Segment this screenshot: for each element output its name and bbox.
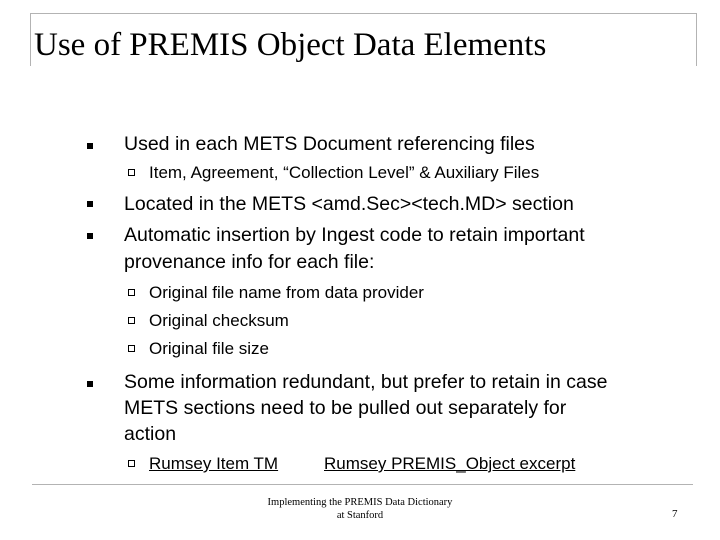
rumsey-premis-object-excerpt-link[interactable]: Rumsey PREMIS_Object excerpt xyxy=(324,454,576,473)
bullet-1-sub-1-marker xyxy=(128,169,135,176)
bullet-4-marker xyxy=(87,381,93,387)
bullet-3-sub-2-text: Original checksum xyxy=(149,311,289,330)
page-number: 7 xyxy=(672,508,678,520)
bullet-4-line-3: action xyxy=(124,423,177,445)
bullet-3-marker xyxy=(87,233,93,239)
bullet-3-sub-1-text: Original file name from data provider xyxy=(149,283,424,302)
bullet-3-sub-3-marker xyxy=(128,345,135,352)
bullet-4-line-1: Some information redundant, but prefer to retain in case xyxy=(124,371,608,393)
footer-line-1: Implementing the PREMIS Data Dictionary xyxy=(267,497,453,508)
bullet-4-sub-1-marker xyxy=(128,460,135,467)
bullet-4-line-2: METS sections need to be pulled out separately for xyxy=(124,397,567,419)
footer-caption xyxy=(230,496,490,522)
bullet-3-sub-3-text: Original file size xyxy=(149,339,269,358)
bullet-3-sub-2-marker xyxy=(128,317,135,324)
title-frame-left-edge xyxy=(30,14,31,66)
bullet-3-line-2: provenance info for each file: xyxy=(124,251,375,273)
footer-line-2: at Stanford xyxy=(336,510,384,521)
bullet-1-sub-1-text: Item, Agreement, “Collection Level” & Auxiliary Files xyxy=(149,163,540,182)
bullet-2-text: Located in the METS <amd.Sec><tech.MD> section xyxy=(124,193,574,215)
bullet-3-sub-1-marker xyxy=(128,289,135,296)
bullet-2-marker xyxy=(87,201,93,207)
bullet-1-marker xyxy=(87,143,93,149)
footer-divider xyxy=(32,484,693,485)
slide-title: Use of PREMIS Object Data Elements xyxy=(34,27,547,63)
bullet-3-line-1: Automatic insertion by Ingest code to retain important xyxy=(124,224,585,246)
bullet-1-text: Used in each METS Document referencing files xyxy=(124,133,535,155)
rumsey-item-tm-link[interactable]: Rumsey Item TM xyxy=(149,454,279,473)
